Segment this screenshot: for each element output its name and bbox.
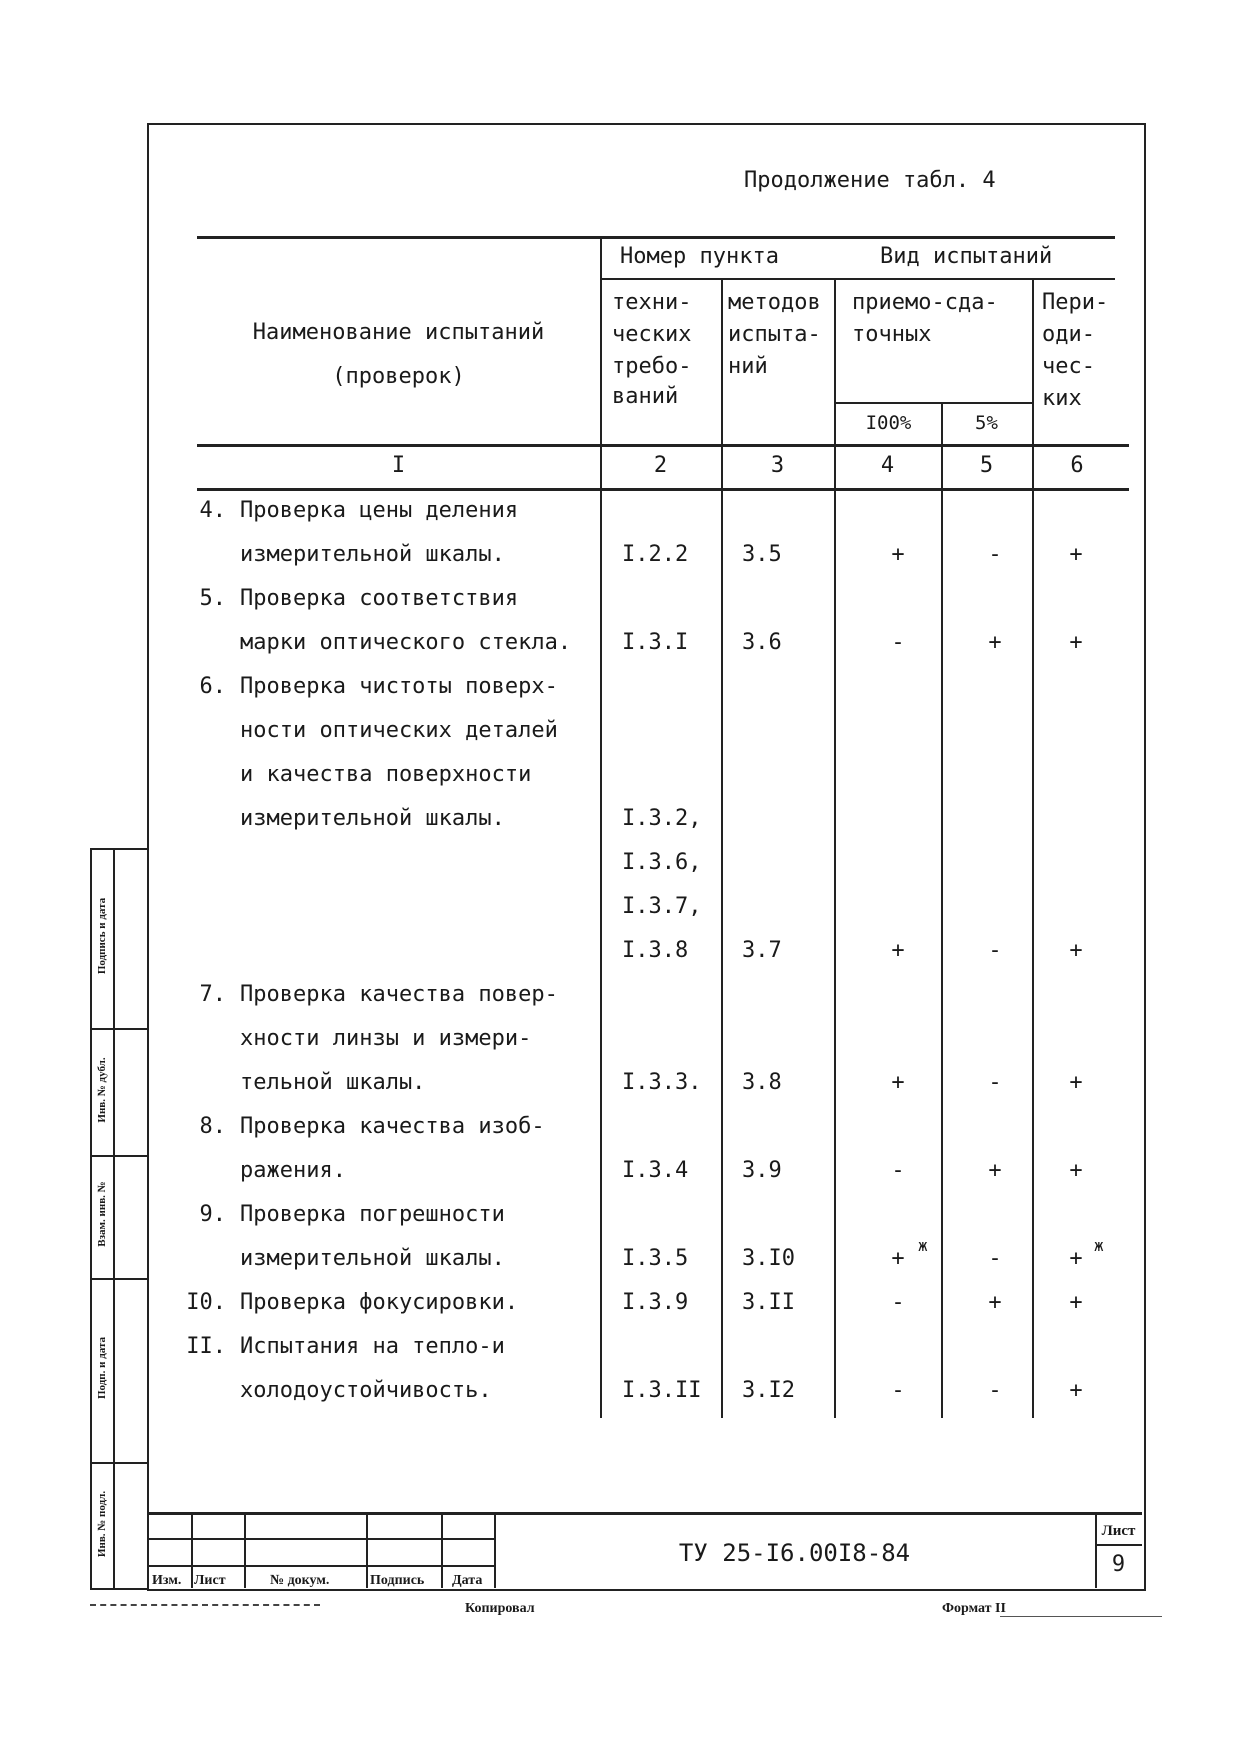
row-method: 3.I2	[742, 1378, 795, 1403]
label-doc-number: № докум.	[270, 1573, 330, 1588]
row-mark-100: +	[891, 938, 905, 963]
row-mark-5: +	[988, 1158, 1002, 1183]
row-mark-periodic: +	[1069, 1378, 1083, 1403]
row-tech: I.3.4	[622, 1158, 689, 1183]
row-mark-periodic: +	[1069, 938, 1083, 963]
col-line-3	[834, 278, 836, 1418]
row-text: холодоустойчивость.	[240, 1378, 492, 1403]
row-method: 3.II	[742, 1290, 795, 1315]
row-tech: I.3.7,	[622, 894, 702, 919]
footer-format: Формат II	[942, 1601, 1006, 1616]
row-text: Проверка качества изоб-	[240, 1114, 545, 1139]
row-mark-100: -	[891, 1290, 905, 1315]
col-line-4	[941, 402, 943, 1418]
row-tech: I.3.5	[622, 1246, 689, 1271]
title-block-col	[366, 1512, 368, 1588]
row-mark-5: -	[988, 542, 1002, 567]
row-text: марки оптического стекла.	[240, 630, 572, 655]
row-tech: I.3.I	[622, 630, 689, 655]
row-mark-periodic: +	[1069, 630, 1083, 655]
header-tech-4: ваний	[612, 384, 679, 409]
col-line-5	[1032, 278, 1034, 1418]
row-number: 5.	[199, 586, 226, 611]
row-text: измерительной шкалы.	[240, 1246, 505, 1271]
row-text: ражения.	[240, 1158, 346, 1183]
row-tech: I.3.2,	[622, 806, 702, 831]
row-mark-100: -	[891, 1158, 905, 1183]
row-text: Проверка погрешности	[240, 1202, 505, 1227]
header-tech-2: ческих	[612, 322, 692, 347]
row-text: хности линзы и измери-	[240, 1026, 532, 1051]
row-tech: I.3.3.	[622, 1070, 702, 1095]
row-text: и качества поверхности	[240, 762, 532, 787]
row-tech: I.3.8	[622, 938, 689, 963]
col-number-4: 4	[880, 453, 895, 478]
row-mark-periodic: +	[1069, 1158, 1083, 1183]
row-text: Проверка цены деления	[240, 498, 519, 523]
row-method: 3.I0	[742, 1246, 795, 1271]
row-tech: I.3.9	[622, 1290, 689, 1315]
row-text: Проверка качества повер-	[240, 982, 558, 1007]
header-method-3: ний	[728, 354, 768, 379]
row-text: Проверка соответствия	[240, 586, 519, 611]
row-number: 7.	[199, 982, 226, 1007]
row-method: 3.7	[742, 938, 782, 963]
row-tech: I.2.2	[622, 542, 689, 567]
row-number: 6.	[199, 674, 226, 699]
row-number: II.	[186, 1334, 226, 1359]
col-number-6: 6	[1070, 453, 1084, 478]
header-periodic-3: чес-	[1042, 354, 1095, 379]
header-periodic-4: ких	[1042, 386, 1082, 411]
header-5-percent: 5%	[975, 412, 998, 434]
footer-copied: Копировал	[465, 1601, 535, 1616]
numbers-bottom-rule	[197, 488, 1129, 491]
row-text: тельной шкалы.	[240, 1070, 426, 1095]
row-number: 4.	[199, 498, 226, 523]
row-mark-periodic: +	[1069, 1246, 1083, 1271]
row-tech: I.3.6,	[622, 850, 702, 875]
title-block-top-rule	[147, 1512, 1142, 1515]
header-tech-3: требо-	[612, 354, 692, 379]
footnote-mark: ж	[918, 1236, 928, 1255]
col-number-5: 5	[979, 453, 994, 478]
label-sheet: Лист	[194, 1573, 226, 1588]
label-change: Изм.	[152, 1573, 182, 1588]
row-method: 3.5	[742, 542, 782, 567]
side-stamp-rule	[90, 1278, 147, 1280]
header-subgroup-rule	[836, 402, 1032, 404]
row-mark-5: -	[988, 1378, 1002, 1403]
header-100-percent: I00%	[865, 412, 912, 434]
row-text: Проверка чистоты поверх-	[240, 674, 558, 699]
label-date: Дата	[452, 1573, 483, 1588]
row-text: измерительной шкалы.	[240, 542, 505, 567]
continuation-title: Продолжение табл. 4	[744, 168, 996, 193]
row-mark-100: +	[891, 1070, 905, 1095]
side-stamp-label: Подпись и дата	[96, 897, 108, 975]
row-text: Испытания на тепло-и	[240, 1334, 505, 1359]
row-method: 3.8	[742, 1070, 782, 1095]
row-text: измерительной шкалы.	[240, 806, 505, 831]
row-text: ности оптических деталей	[240, 718, 558, 743]
side-stamp-label: Инв. № подл.	[96, 1490, 108, 1558]
row-mark-periodic: +	[1069, 1070, 1083, 1095]
row-mark-periodic: +	[1069, 1290, 1083, 1315]
row-mark-100: +	[891, 542, 905, 567]
title-block-sheet-rule	[1095, 1544, 1142, 1546]
document-number: ТУ 25-I6.00I8-84	[678, 1539, 911, 1567]
header-item-number: Номер пункта	[620, 244, 779, 269]
col-number-1: I	[391, 453, 406, 478]
header-periodic-2: оди-	[1042, 322, 1095, 347]
col-line-1	[600, 236, 602, 1418]
header-method-2: испыта-	[728, 322, 821, 347]
row-text: Проверка фокусировки.	[240, 1290, 519, 1315]
row-mark-5: -	[988, 1246, 1002, 1271]
side-stamp-label: Инв. № дубл.	[96, 1057, 108, 1123]
row-mark-periodic: +	[1069, 542, 1083, 567]
header-acceptance-1: приемо-сда-	[852, 290, 998, 315]
row-mark-100: -	[891, 1378, 905, 1403]
footnote-mark: ж	[1094, 1236, 1104, 1255]
row-mark-5: -	[988, 1070, 1002, 1095]
header-acceptance-2: точных	[852, 322, 932, 347]
label-signature: Подпись	[370, 1573, 425, 1588]
col-number-2: 2	[653, 453, 668, 478]
row-mark-5: +	[988, 630, 1002, 655]
row-method: 3.6	[742, 630, 782, 655]
header-test-type: Вид испытаний	[880, 244, 1053, 269]
row-tech: I.3.II	[622, 1378, 702, 1403]
row-number: 9.	[199, 1202, 226, 1227]
row-number: 8.	[199, 1114, 226, 1139]
row-method: 3.9	[742, 1158, 782, 1183]
side-stamp-divider	[113, 848, 115, 1588]
col-line-2	[721, 278, 723, 1418]
row-number: I0.	[186, 1290, 226, 1315]
row-mark-5: +	[988, 1290, 1002, 1315]
row-mark-100: -	[891, 630, 905, 655]
row-mark-5: -	[988, 938, 1002, 963]
col-number-3: 3	[770, 453, 785, 478]
header-name-line-2: (проверок)	[332, 364, 465, 389]
footer-line-right	[1000, 1616, 1162, 1617]
side-stamp-label: Взам. инв. №	[96, 1181, 108, 1247]
title-block-col	[191, 1512, 193, 1588]
title-block-col	[441, 1512, 443, 1588]
header-bottom-rule	[197, 444, 1129, 447]
header-name-line-1: Наименование испытаний	[252, 320, 545, 345]
sheet-number: 9	[1111, 1552, 1126, 1577]
side-stamp-label: Подп. и дата	[96, 1336, 108, 1400]
header-periodic-1: Пери-	[1042, 290, 1109, 315]
header-tech-1: техни-	[612, 290, 692, 315]
header-group-rule	[601, 278, 1115, 280]
title-block-col	[244, 1512, 246, 1588]
header-method-1: методов	[728, 290, 821, 315]
row-mark-100: +	[891, 1246, 905, 1271]
table-top-rule	[197, 236, 1115, 239]
sheet-label: Лист	[1101, 1523, 1136, 1539]
footer-dashed-line	[90, 1604, 320, 1606]
